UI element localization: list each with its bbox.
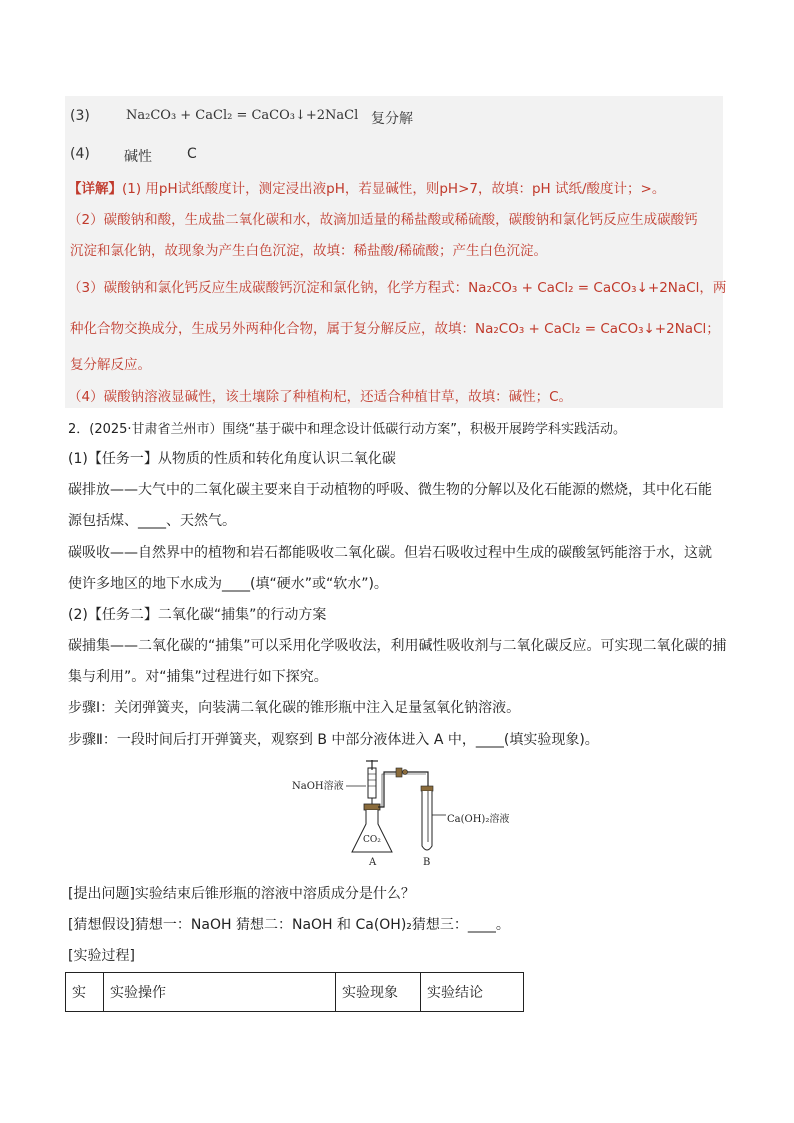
syringe-icon: [366, 760, 378, 804]
carbon-emission-line2: 源包括煤、____、天然气。: [68, 513, 236, 529]
answer-q3-number: (3): [70, 108, 90, 124]
raise-question: [提出问题]实验结束后锥形瓶的溶液中溶质成分是什么？: [68, 886, 415, 902]
detail-part4: （4）碳酸钠溶液显碱性，该土壤除了种植枸杞，还适合种植甘草，故填：碱性；C。: [68, 389, 573, 405]
hypothesis: [猜想假设]猜想一：NaOH 猜想二：NaOH 和 Ca(OH)₂猜想三：____。: [68, 917, 510, 933]
table-header-row: [66, 973, 524, 1012]
detail-part3-line3: 复分解反应。: [70, 357, 151, 373]
test-tube-icon: [421, 786, 433, 850]
step1: 步骤Ⅰ：关闭弹簧夹，向装满二氧化碳的锥形瓶中注入足量氢氧化钠溶液。: [68, 700, 521, 716]
detail-tag: 【详解】: [68, 181, 122, 197]
carbon-capture-line1: 碳捕集——二氧化碳的“捕集”可以采用化学吸收法，利用碱性吸收剂与二氧化碳反应。可实现二氧化碳的捕: [68, 638, 727, 654]
carbon-absorption-line1: 碳吸收——自然界中的植物和岩石都能吸收二氧化碳。但岩石吸收过程中生成的碳酸氢钙能溶于水，这就: [68, 545, 712, 561]
apparatus-diagram: [290, 760, 520, 870]
spring-clamp-icon: [396, 768, 408, 777]
answer-q4-answer2: C: [187, 146, 197, 162]
carbon-capture-line2: 集与利用”。对“捕集”过程进行如下探究。: [68, 669, 328, 685]
flask-label-a: A: [369, 857, 377, 868]
connecting-tube: [378, 772, 428, 807]
co2-label: CO₂: [363, 835, 381, 845]
answer-q4-answer1: 碱性: [124, 149, 152, 165]
experiment-process-label: [实验过程]: [68, 948, 135, 964]
task2-title: (2)【任务二】二氧化碳“捕集”的行动方案: [68, 607, 327, 623]
answer-q4-number: (4): [70, 146, 90, 162]
table-header-cell: 实: [66, 973, 104, 1012]
naoh-solution-label: NaOH溶液: [292, 781, 344, 792]
task1-title: (1)【任务一】从物质的性质和转化角度认识二氧化碳: [68, 451, 396, 467]
caoh2-solution-label: Ca(OH)₂溶液: [447, 814, 510, 825]
detail-part3-line1: （3）碳酸钠和氯化钙反应生成碳酸钙沉淀和氯化钠，化学方程式：Na₂CO₃ + CaCl₂ = CaCO₃↓+2NaCl，两: [68, 280, 727, 296]
detail-part1: [68, 177, 665, 197]
table-header-cell: 实验结论: [421, 973, 524, 1012]
tube-label-b: B: [423, 857, 431, 868]
detail-part2-line2: 沉淀和氯化钠，故现象为产生白色沉淀，故填：稀盐酸/稀硫酸；产生白色沉淀。: [70, 243, 548, 259]
answer-q3-equation: Na₂CO₃ + CaCl₂ = CaCO₃↓+2NaCl: [126, 108, 359, 123]
experiment-table: [65, 972, 524, 1012]
detail-part3-line2: 种化合物交换成分，生成另外两种化合物，属于复分解反应，故填：Na₂CO₃ + CaCl₂ = CaCO₃↓+2NaCl；: [70, 321, 720, 337]
carbon-absorption-line2: 使许多地区的地下水成为____(填“硬水”或“软水”)。: [68, 576, 388, 592]
answer-q3-type: 复分解: [371, 111, 413, 127]
table-header-cell: 实验操作: [104, 973, 336, 1012]
detail-part2-line1: （2）碳酸钠和酸，生成盐二氧化碳和水，故滴加适量的稀盐酸或稀硫酸，碳酸钠和氯化钙反应生成碳酸钙: [68, 212, 698, 228]
carbon-emission-line1: 碳排放——大气中的二氧化碳主要来自于动植物的呼吸、微生物的分解以及化石能源的燃烧，其中化石能: [68, 482, 712, 498]
step2: 步骤Ⅱ：一段时间后打开弹簧夹，观察到 B 中部分液体进入 A 中，____(填实验现象)。: [68, 732, 599, 748]
detail-text-1: (1) 用pH试纸酸度计，测定浸出液pH，若显碱性，则pH>7，故填：pH 试纸/酸度计；>。: [122, 181, 666, 197]
table-header-cell: 实验现象: [336, 973, 421, 1012]
question2-heading: 2．(2025·甘肃省兰州市）围绕“基于碳中和理念设计低碳行动方案”，积极开展跨学科实践活动。: [68, 422, 627, 437]
